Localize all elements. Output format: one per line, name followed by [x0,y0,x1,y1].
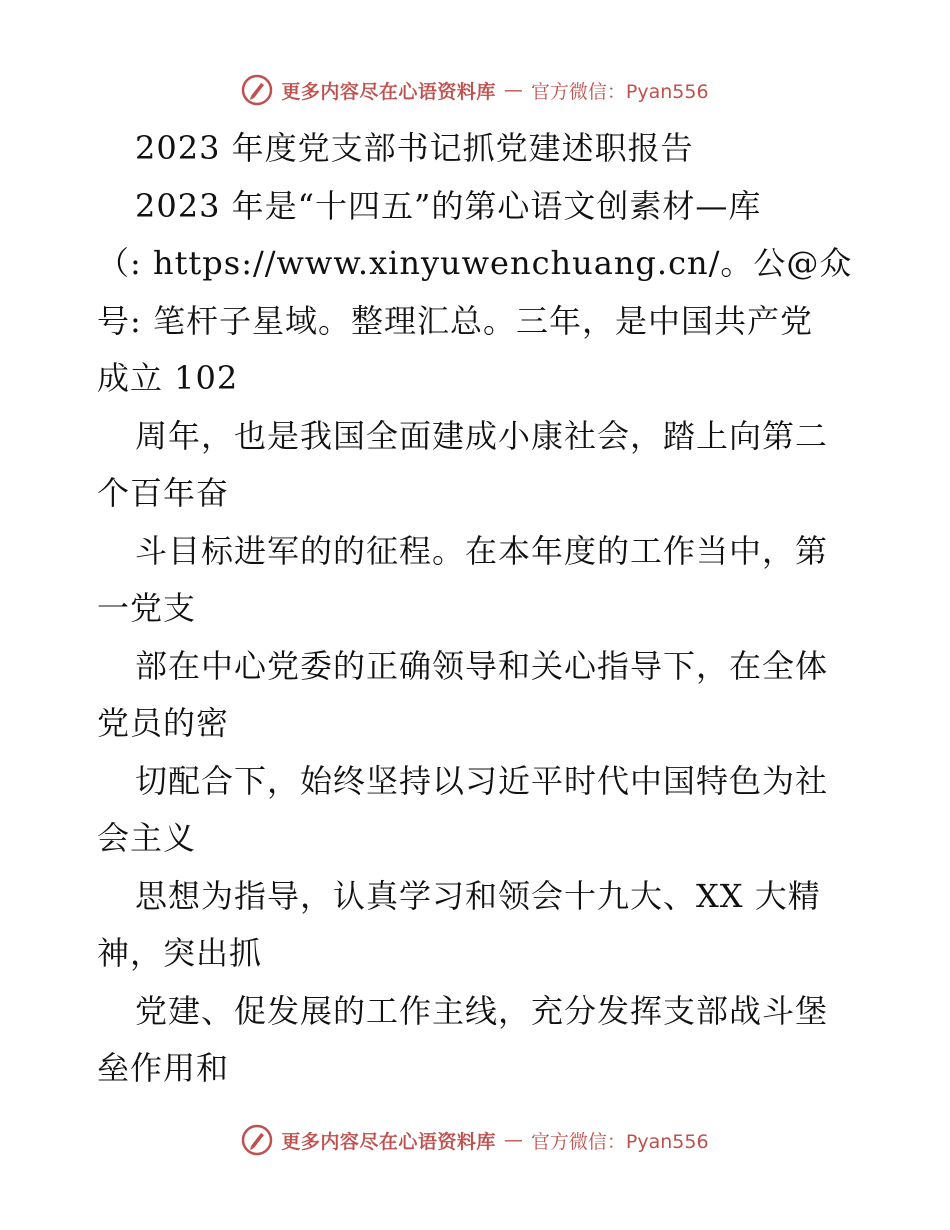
watermark-text: 更多内容尽在心语资料库 [281,80,496,103]
text-line: 党建、促发展的工作主线，充分发挥支部战斗堡 [135,991,829,1030]
pen-seal-icon [241,1124,273,1156]
text-line: 斗目标进军的的征程。在本年度的工作当中，第 [135,531,829,570]
watermark-dash: — [503,1129,523,1151]
pen-seal-icon [241,74,273,106]
text-line: 部在中心党委的正确领导和关心指导下，在全体 [135,646,829,685]
header-watermark [0,70,950,110]
watermark-wechat: 官方微信：Pyan556 [530,80,709,103]
text-line: 2023 年是“十四五”的第心语文创素材—库 [135,186,762,225]
watermark-wechat: 官方微信：Pyan556 [530,1130,709,1153]
watermark-text: 更多内容尽在心语资料库 [281,1130,496,1153]
text-line: （: https://www.xinyuwenchuang.cn/。公@众 [97,244,853,282]
footer-watermark [0,1120,950,1160]
text-line: 切配合下，始终坚持以习近平时代中国特色为社 [135,761,829,800]
text-line: 党员的密 [97,704,230,742]
document-body [97,120,857,1098]
text-line: 会主义 [97,819,197,857]
text-line: 一党支 [97,589,197,627]
text-line: 神，突出抓 [97,934,263,972]
text-line: 思想为指导，认真学习和领会十九大、XX 大精 [135,876,821,915]
text-line: 个百年奋 [97,474,230,512]
text-line: 垒作用和 [97,1049,230,1087]
document-title: 2023 年度党支部书记抓党建述职报告 [135,129,694,167]
text-line: 成立 102 [97,359,239,397]
text-line: 号: 笔杆子星域。整理汇总。三年，是中国共产党 [97,301,813,340]
text-line: 周年，也是我国全面建成小康社会，踏上向第二 [135,416,829,455]
watermark-dash: — [503,79,523,101]
